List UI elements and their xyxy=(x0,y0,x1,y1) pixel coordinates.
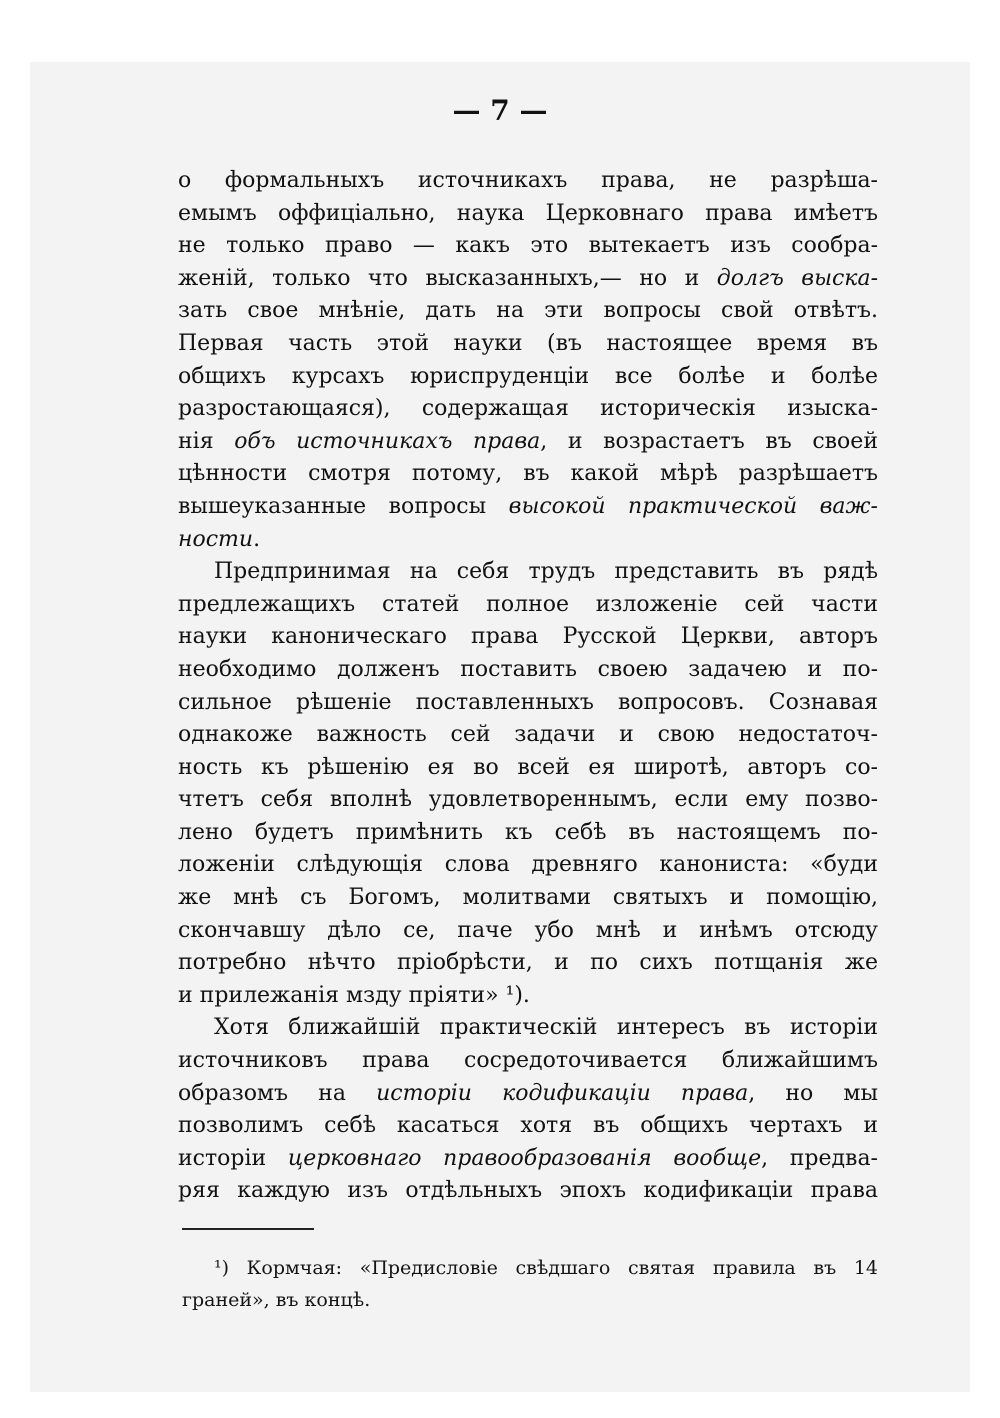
text-run: нія xyxy=(178,428,235,454)
text-line xyxy=(178,263,878,296)
text-line xyxy=(178,491,878,524)
text-line: же мнѣ съ Богомъ, молитвами святыхъ и помощію, xyxy=(178,885,878,911)
text-line: источниковъ права сосредоточивается ближайшимъ xyxy=(178,1048,878,1074)
text-line: Первая часть этой науки (въ настоящее время въ xyxy=(178,330,878,356)
text-line: о формальныхъ источникахъ права, не разрѣша- xyxy=(178,168,878,193)
text-run: образомъ на xyxy=(178,1080,377,1106)
italic-run: церковнаго правообразованія вообще xyxy=(287,1145,762,1171)
text-line: ложеніи слѣдующія слова древняго канониста: «буди xyxy=(178,852,878,878)
text-line: Предпринимая на себя трудъ представить въ рядѣ xyxy=(214,559,878,585)
italic-run: выска- xyxy=(801,265,878,291)
text-line: разростающаяся), содержащая историческія изыска- xyxy=(178,396,878,422)
footnote-line: ¹) Кормчая: «Предисловіе свѣдшаго святая правила въ 14 xyxy=(214,1257,878,1279)
text-line: лено будетъ примѣнить къ себѣ въ настоящемъ по- xyxy=(178,819,878,845)
text-run: . xyxy=(253,526,261,552)
text-run: , предва- xyxy=(761,1145,878,1171)
italic-run: ности xyxy=(178,526,254,552)
text-line xyxy=(178,524,878,557)
text-line: потребно нѣчто пріобрѣсти, и по сихъ потщанія же xyxy=(178,950,878,976)
italic-run: долгъ xyxy=(716,265,784,291)
text-line: емымъ оффиціально, наука Церковнаго права имѣетъ xyxy=(178,200,878,226)
text-line: общихъ курсахъ юриспруденціи все болѣе и болѣе xyxy=(178,363,878,389)
text-line: чтетъ себя вполнѣ удовлетвореннымъ, если ему позво- xyxy=(178,787,878,813)
text-line: цѣнности смотря потому, въ какой мѣрѣ разрѣшаетъ xyxy=(178,461,878,487)
page-number: — 7 — xyxy=(452,94,548,127)
text-line: скончавшу дѣло се, паче убо мнѣ и инѣмъ отсюду xyxy=(178,917,878,943)
paragraph-1 xyxy=(178,165,878,556)
text-line xyxy=(178,1143,878,1176)
text-line: сильное рѣшеніе поставленныхъ вопросовъ. Сознавая xyxy=(178,689,878,715)
footnote xyxy=(182,1252,878,1316)
text-run: вышеуказанные вопросы xyxy=(178,493,509,519)
text-line: ность къ рѣшенію ея во всей ея широтѣ, авторъ со- xyxy=(178,754,878,780)
text-run: женій, только что высказанныхъ,— но и xyxy=(178,265,717,291)
text-line: предлежащихъ статей полное изложеніе сей части xyxy=(178,591,878,617)
text-run: , и возрастаетъ въ своей xyxy=(540,428,878,454)
footnote-line: граней», въ концѣ. xyxy=(182,1289,371,1311)
text-run: исторіи xyxy=(178,1145,288,1171)
body-text xyxy=(178,165,878,1208)
footnote-divider xyxy=(182,1228,314,1230)
text-line: науки каноническаго права Русской Церкви, авторъ xyxy=(178,624,878,650)
italic-run: объ источникахъ права xyxy=(234,428,541,454)
text-line xyxy=(178,1078,878,1111)
paragraph-3 xyxy=(178,1012,878,1208)
text-line: необходимо долженъ поставить своею задачею и по- xyxy=(178,656,878,682)
text-line: Хотя ближайшій практическій интересъ въ исторіи xyxy=(214,1015,878,1041)
text-line: и прилежанія мзду пріяти» ¹). xyxy=(178,982,530,1008)
text-run xyxy=(784,266,801,291)
italic-run: высокой практической важ- xyxy=(508,493,878,519)
paragraph-2 xyxy=(178,556,878,1012)
text-line: не только право — какъ это вытекаетъ изъ сообра- xyxy=(178,233,878,259)
text-line: ряя каждую изъ отдѣльныхъ эпохъ кодификаціи права xyxy=(178,1178,878,1204)
text-line xyxy=(178,426,878,459)
italic-run: исторіи кодификаціи права xyxy=(376,1080,749,1106)
text-line: зать свое мнѣніе, дать на эти вопросы свой отвѣтъ. xyxy=(178,298,878,324)
text-line: позволимъ себѣ касаться хотя въ общихъ чертахъ и xyxy=(178,1113,878,1139)
text-run: , но мы xyxy=(748,1080,878,1106)
text-line: однакоже важность сей задачи и свою недостаточ- xyxy=(178,722,878,748)
